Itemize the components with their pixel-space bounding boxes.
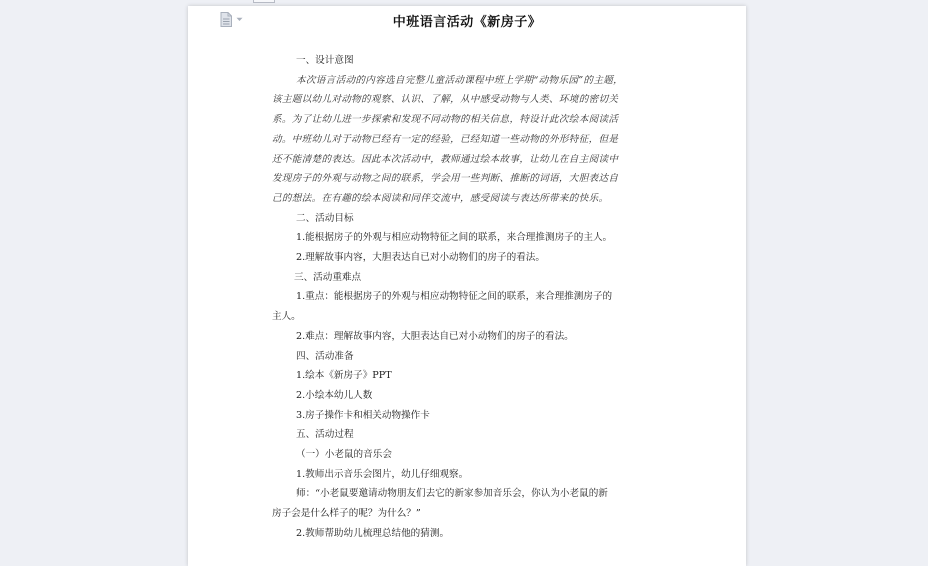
list-item: 1.绘本《新房子》PPT: [296, 370, 392, 382]
paragraph-line: 动。中班幼儿对于动物已经有一定的经验，已经知道一些动物的外形特征，但是: [272, 133, 619, 145]
section-heading: 三、活动重难点: [294, 271, 362, 283]
subsection-heading: （一）小老鼠的音乐会: [296, 449, 392, 461]
paragraph-line: 发现房子的外观与动物之间的联系，学会用一些判断、推断的词语，大胆表达自: [272, 173, 619, 185]
paragraph-line: 师：“小老鼠要邀请动物朋友们去它的新家参加音乐会，你认为小老鼠的新: [296, 488, 608, 500]
list-item: 1.能根据房子的外观与相应动物特征之间的联系，来合理推测房子的主人。: [296, 232, 613, 244]
paragraph-line: 房子会是什么样子的呢？为什么？”: [272, 508, 421, 520]
document-page: [188, 6, 746, 566]
top-tab-marker: [253, 0, 275, 3]
document-title: 中班语言活动《新房子》: [392, 15, 542, 30]
paragraph-line: 己的想法。在有趣的绘本阅读和同伴交流中，感受阅读与表达所带来的快乐。: [272, 192, 609, 204]
paragraph-line: 该主题以幼儿对动物的观察、认识、了解，从中感受动物与人类、环境的密切关: [272, 94, 619, 106]
list-item: 2.小绘本幼儿人数: [296, 389, 373, 401]
paragraph-line: 还不能清楚的表达。因此本次活动中，教师通过绘本故事，让幼儿在自主阅读中: [272, 153, 619, 165]
section-heading: 一、设计意图: [296, 55, 354, 66]
list-item: 2.难点：理解故事内容，大胆表达自已对小动物们的房子的看法。: [296, 330, 574, 342]
list-item: 2.理解故事内容，大胆表达自已对小动物们的房子的看法。: [296, 252, 545, 264]
list-item-continuation: 主人。: [272, 311, 301, 323]
list-item: 2.教师帮助幼儿梳理总结他的猜测。: [296, 527, 450, 539]
list-item: 3.房子操作卡和相关动物操作卡: [296, 409, 430, 421]
paragraph-line: 系。为了让幼儿进一步探索和发现不同动物的相关信息，特设计此次绘本阅读活: [272, 114, 619, 126]
paragraph-line: 本次语言活动的内容选自完整儿童活动课程中班上学期“动物乐园”的主题，: [296, 74, 624, 86]
list-item: 1.教师出示音乐会图片，幼儿仔细观察。: [296, 468, 469, 480]
list-item: 1.重点：能根据房子的外观与相应动物特征之间的联系，来合理推测房子的: [296, 291, 613, 303]
section-heading: 四、活动准备: [296, 350, 354, 362]
document-body: [272, 51, 664, 544]
section-heading: 二、活动目标: [296, 212, 354, 224]
section-heading: 五、活动过程: [296, 429, 354, 441]
